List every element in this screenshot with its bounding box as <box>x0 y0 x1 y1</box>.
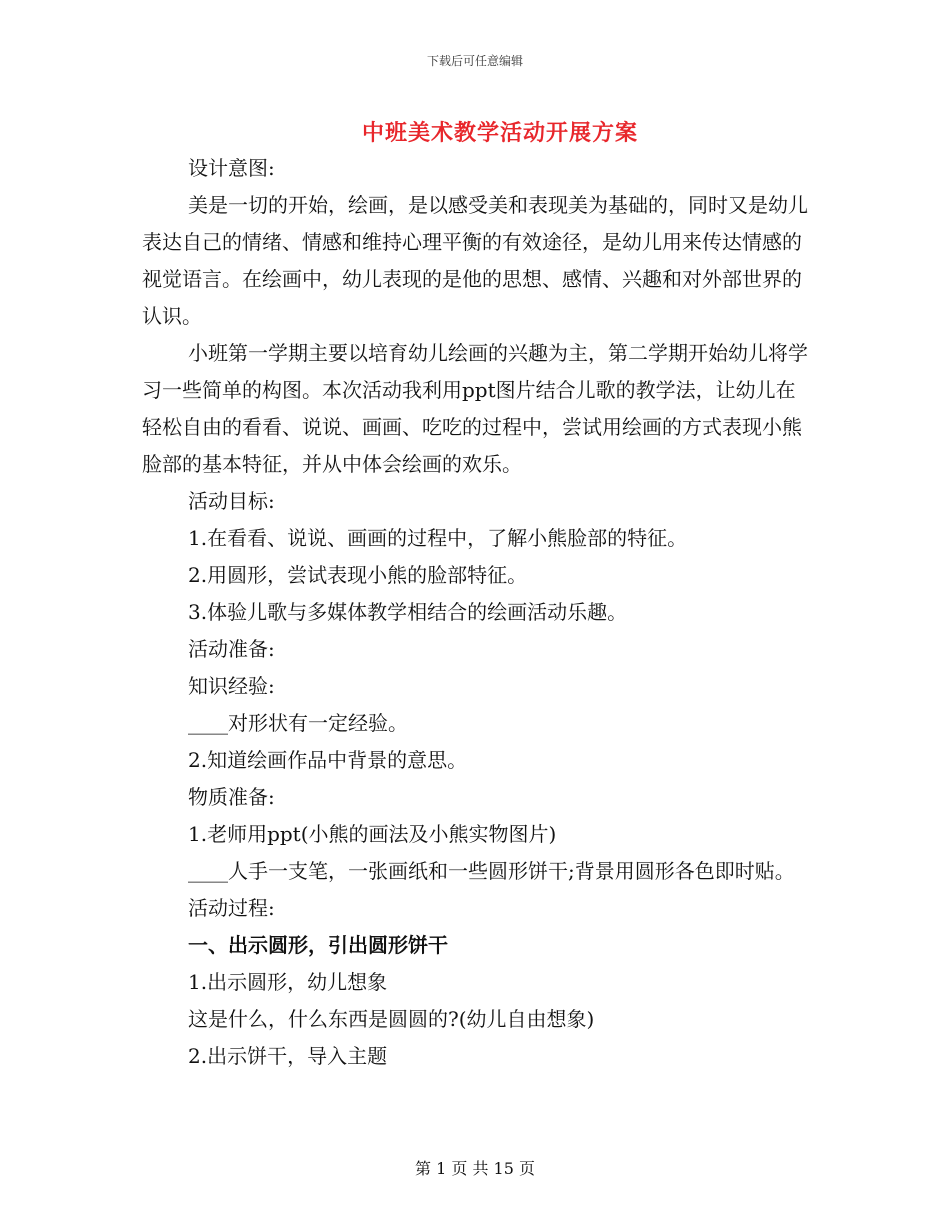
section-heading-goals: 活动目标: <box>188 489 275 513</box>
process-item-1: 1.出示圆形，幼儿想象 <box>188 970 388 994</box>
materials-item-1: 1.老师用ppt(小熊的画法及小熊实物图片) <box>188 822 557 846</box>
section-heading-process: 活动过程: <box>188 896 275 920</box>
process-step-heading-1: 一、出示圆形，引出圆形饼干 <box>188 933 448 957</box>
knowledge-item-2: 2.知道绘画作品中背景的意思。 <box>188 748 468 772</box>
materials-item-2: ____人手一支笔，一张画纸和一些圆形饼干;背景用圆形各色即时贴。 <box>188 859 795 883</box>
paragraph-design-intent-1: 美是一切的开始，绘画，是以感受美和表现美为基础的，同时又是幼儿表达自己的情绪、情感和维持心理平衡的有效途径，是幼儿用来传达情感的视觉语言。在绘画中，幼儿表现的是他的思想、感情、兴趣和对外部世界的认识。 <box>142 193 808 328</box>
goal-item-2: 2.用圆形，尝试表现小熊的脸部特征。 <box>188 563 528 587</box>
subheading-materials: 物质准备: <box>188 785 275 809</box>
subheading-knowledge: 知识经验: <box>188 674 275 698</box>
knowledge-item-1: ____对形状有一定经验。 <box>188 711 408 735</box>
paragraph-design-intent-2: 小班第一学期主要以培育幼儿绘画的兴趣为主，第二学期开始幼儿将学习一些简单的构图。本次活动我利用ppt图片结合儿歌的教学法，让幼儿在轻松自由的看看、说说、画画、吃吃的过程中，尝试用绘画的方式表现小熊脸部的基本特征，并从中体会绘画的欢乐。 <box>142 341 808 476</box>
header-note: 下载后可任意编辑 <box>426 54 523 68</box>
section-heading-design-intent: 设计意图: <box>188 156 275 180</box>
document-title: 中班美术教学活动开展方案 <box>361 120 638 146</box>
document-body <box>142 150 810 1075</box>
goal-item-1: 1.在看看、说说、画画的过程中，了解小熊脸部的特征。 <box>188 526 688 550</box>
section-heading-preparation: 活动准备: <box>188 637 275 661</box>
goal-item-3: 3.体验儿歌与多媒体教学相结合的绘画活动乐趣。 <box>188 600 628 624</box>
process-item-2: 2.出示饼干，导入主题 <box>188 1044 388 1068</box>
process-question: 这是什么，什么东西是圆圆的?(幼儿自由想象) <box>188 1007 595 1031</box>
page-footer: 第 1 页 共 15 页 <box>415 1159 535 1178</box>
